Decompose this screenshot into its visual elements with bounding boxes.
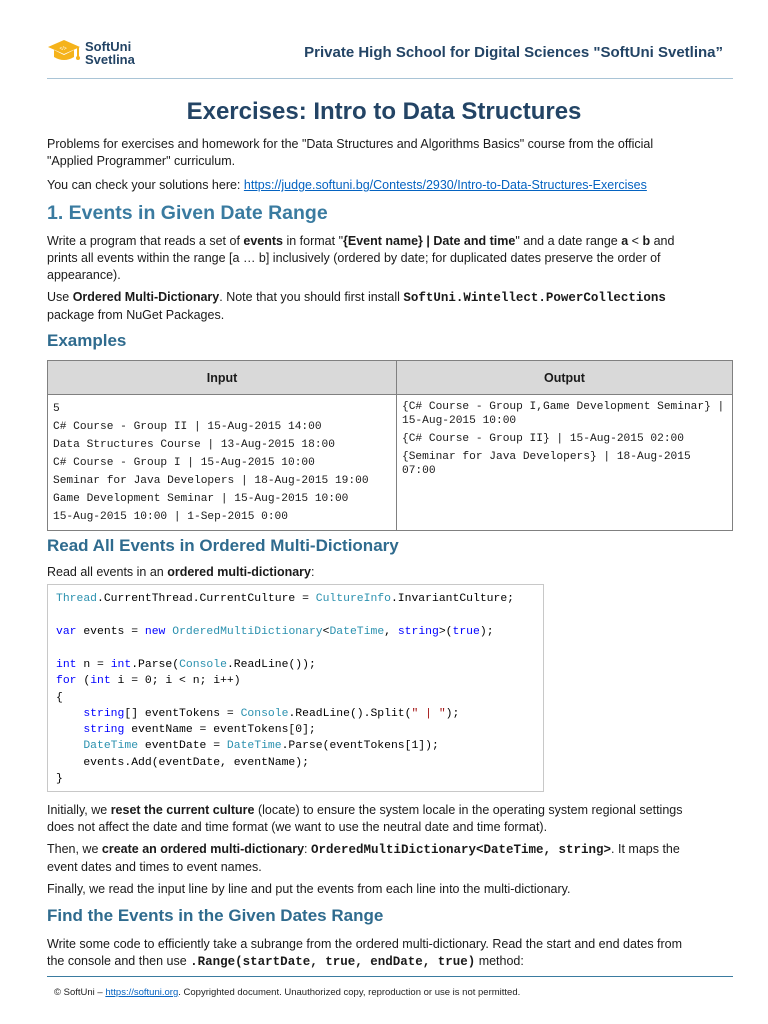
- table-row: [48, 395, 733, 531]
- softuni-link[interactable]: https://softuni.org: [105, 987, 179, 998]
- check-paragraph: [47, 177, 733, 194]
- page-footer: © SoftUni – https://softuni.org. Copyrighted document. Unauthorized copy, reproduction or use is not permitted.: [54, 987, 521, 998]
- page-header: [47, 38, 733, 78]
- code-line: for (int i = 0; i < n; i++): [56, 675, 241, 687]
- output-line: {C# Course - Group I,Game Development Seminar} | 15-Aug-2015 10:00: [402, 401, 725, 427]
- input-line: 15-Aug-2015 10:00 | 1-Sep-2015 0:00: [53, 511, 288, 523]
- examples-table: [47, 360, 733, 531]
- section-1-heading: 1. Events in Given Date Range: [47, 202, 328, 224]
- school-name: Private High School for Digital Sciences "SoftUni Svetlina”: [304, 44, 723, 61]
- example-input-cell: [48, 395, 397, 531]
- code-line: int n = int.Parse(Console.ReadLine());: [56, 659, 316, 671]
- svg-text:</>: </>: [59, 46, 67, 52]
- example-output-cell: [397, 395, 733, 531]
- code-line: events.Add(eventDate, eventName);: [56, 757, 309, 769]
- output-line: {C# Course - Group II} | 15-Aug-2015 02:00: [402, 433, 684, 445]
- create-dictionary-paragraph: Then, we create an ordered multi-dictionary: OrderedMultiDictionary<DateTime, string>. It maps the event dates and times to event names.: [47, 842, 680, 874]
- intro-line-2: "Applied Programmer" curriculum.: [47, 154, 236, 168]
- output-line: {Seminar for Java Developers} | 18-Aug-2015 07:00: [402, 451, 691, 477]
- logo-line-1: SoftUni: [85, 39, 132, 54]
- package-name: SoftUni.Wintellect.PowerCollections: [403, 291, 666, 305]
- find-events-heading: Find the Events in the Given Dates Range: [47, 906, 384, 925]
- softuni-logo: [47, 38, 135, 68]
- code-line: Thread.CurrentThread.CurrentCulture = CultureInfo.InvariantCulture;: [56, 593, 515, 605]
- header-divider: [47, 78, 733, 79]
- intro-line-1: Problems for exercises and homework for the "Data Structures and Algorithms Basics" course from the official: [47, 137, 654, 151]
- footer-divider: [47, 976, 733, 977]
- code-line: var events = new OrderedMultiDictionary<DateTime, string>(true);: [56, 626, 494, 638]
- input-line: C# Course - Group II | 15-Aug-2015 14:00: [53, 421, 322, 433]
- code-block: [47, 584, 544, 792]
- section-1-paragraph-1: Write a program that reads a set of events in format "{Event name} | Date and time" and a date range a < b and prints all events within the range [a … b] inclusively (ordered by date; for duplicated dates preserve the order of appearance).: [47, 234, 675, 282]
- input-line: Game Development Seminar | 15-Aug-2015 10:00: [53, 493, 349, 505]
- input-line: Seminar for Java Developers | 18-Aug-2015 19:00: [53, 475, 369, 487]
- input-line: C# Course - Group I | 15-Aug-2015 10:00: [53, 457, 315, 469]
- find-events-paragraph: Write some code to efficiently take a subrange from the ordered multi-dictionary. Read the start and end dates from the console and then use .Range(startDate, true, endDate, true) method:: [47, 937, 683, 969]
- read-all-paragraph: Read all events in an ordered multi-dictionary:: [47, 565, 315, 579]
- input-line: Data Structures Course | 13-Aug-2015 18:00: [53, 439, 335, 451]
- section-1-paragraph-2: Use Ordered Multi-Dictionary. Note that you should first install SoftUni.Wintellect.PowerCollections package from NuGet Packages.: [47, 290, 666, 322]
- finally-paragraph: Finally, we read the input line by line and put the events from each line into the multi-dictionary.: [47, 882, 571, 896]
- intro-paragraph: [47, 136, 733, 170]
- examples-heading: Examples: [47, 331, 127, 350]
- graduation-cap-icon: [47, 38, 81, 68]
- code-line: string[] eventTokens = Console.ReadLine().Split(" | ");: [83, 708, 460, 720]
- logo-line-2: Svetlina: [85, 52, 135, 67]
- code-line: {: [56, 692, 63, 704]
- output-column-header: Output: [397, 361, 733, 395]
- judge-link[interactable]: https://judge.softuni.bg/Contests/2930/Intro-to-Data-Structures-Exercises: [243, 178, 647, 192]
- code-line: }: [56, 773, 63, 785]
- page-title: Exercises: Intro to Data Structures: [186, 98, 582, 125]
- check-prefix: You can check your solutions here:: [47, 178, 244, 192]
- code-line: string eventName = eventTokens[0];: [83, 724, 316, 736]
- read-all-heading: Read All Events in Ordered Multi-Dictionary: [47, 536, 399, 555]
- code-line: DateTime eventDate = DateTime.Parse(eventTokens[1]);: [83, 740, 439, 752]
- input-line: 5: [53, 403, 60, 415]
- culture-paragraph: Initially, we reset the current culture (locate) to ensure the system locale in the operating system regional settings does not affect the date and time format (we want to use the neutral date and time format).: [47, 803, 683, 834]
- input-column-header: Input: [48, 361, 397, 395]
